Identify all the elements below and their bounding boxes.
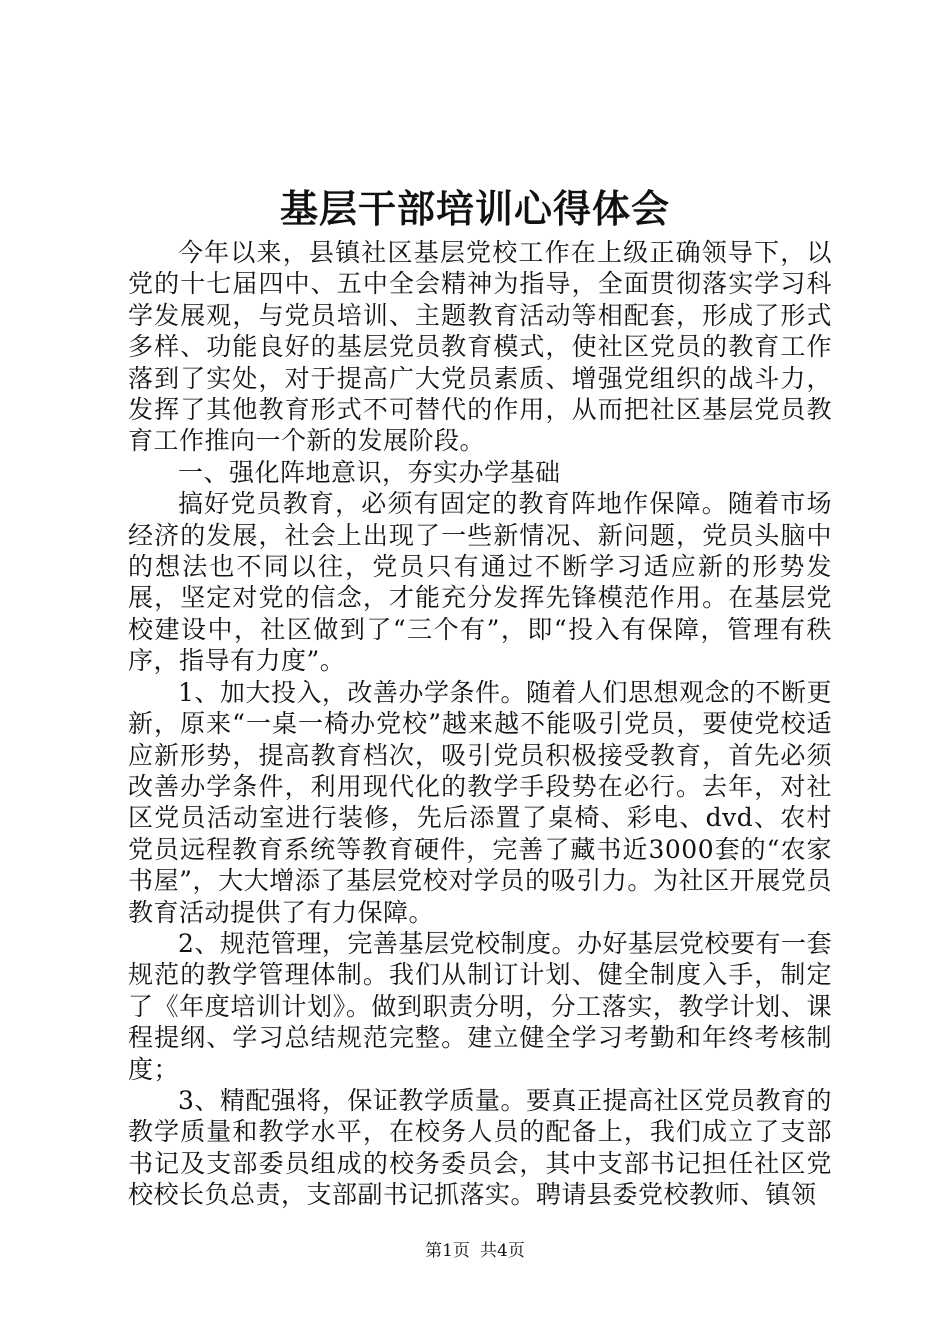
paragraph-section-1: 搞好党员教育，必须有固定的教育阵地作保障。随着市场经济的发展，社会上出现了一些新情况、新问题，党员头脑中的想法也不同以往，党员只有通过不断学习适应新的形势发展，坚定对党的信念，才能充分发挥先锋模范作用。在基层党校建设中，社区做到了“三个有”，即“投入有保障，管理有秩序，指导有力度”。 (128, 489, 832, 676)
section-heading-1: 一、强化阵地意识，夯实办学基础 (178, 457, 561, 487)
page-number: 第1页 (425, 1241, 470, 1261)
paragraph-item-1: 1、加大投入，改善办学条件。随着人们思想观念的不断更新，原来“一桌一椅办党校”越来越不能吸引党员，要使党校适应新形势，提高教育档次，吸引党员积极接受教育，首先必须改善办学条件，利用现代化的教学手段势在必行。去年，对社区党员活动室进行装修，先后添置了桌椅、彩电、dvd、农村党员远程教育系统等教育硬件，完善了藏书近3000套的“农家书屋”，大大增添了基层党校对学员的吸引力。为社区开展党员教育活动提供了有力保障。 (128, 677, 832, 927)
paragraph-item-3: 3、精配强将，保证教学质量。要真正提高社区党员教育的教学质量和教学水平，在校务人员的配备上，我们成立了支部书记及支部委员组成的校务委员会，其中支部书记担任社区党校校长负总责，支部副书记抓落实。聘请县委党校教师、镇领 (128, 1085, 832, 1210)
paragraph-intro: 今年以来，县镇社区基层党校工作在上级正确领导下，以党的十七届四中、五中全会精神为指导，全面贯彻落实学习科学发展观，与党员培训、主题教育活动等相配套，形成了形式多样、功能良好的基层党员教育模式，使社区党员的教育工作落到了实处，对于提高广大党员素质、增强党组织的战斗力，发挥了其他教育形式不可替代的作用，从而把社区基层党员教育工作推向一个新的发展阶段。 (128, 238, 832, 456)
document-title: 基层干部培训心得体会 (279, 186, 670, 231)
page-footer (0, 1240, 950, 1262)
paragraph-item-2: 2、规范管理，完善基层党校制度。办好基层党校要有一套规范的教学管理体制。我们从制订计划、健全制度入手，制定了《年度培训计划》。做到职责分明，分工落实，教学计划、课程提纲、学习总结规范完整。建立健全学习考勤和年终考核制度； (128, 928, 832, 1084)
page-total: 共4页 (480, 1241, 525, 1261)
document-body (128, 237, 832, 1211)
